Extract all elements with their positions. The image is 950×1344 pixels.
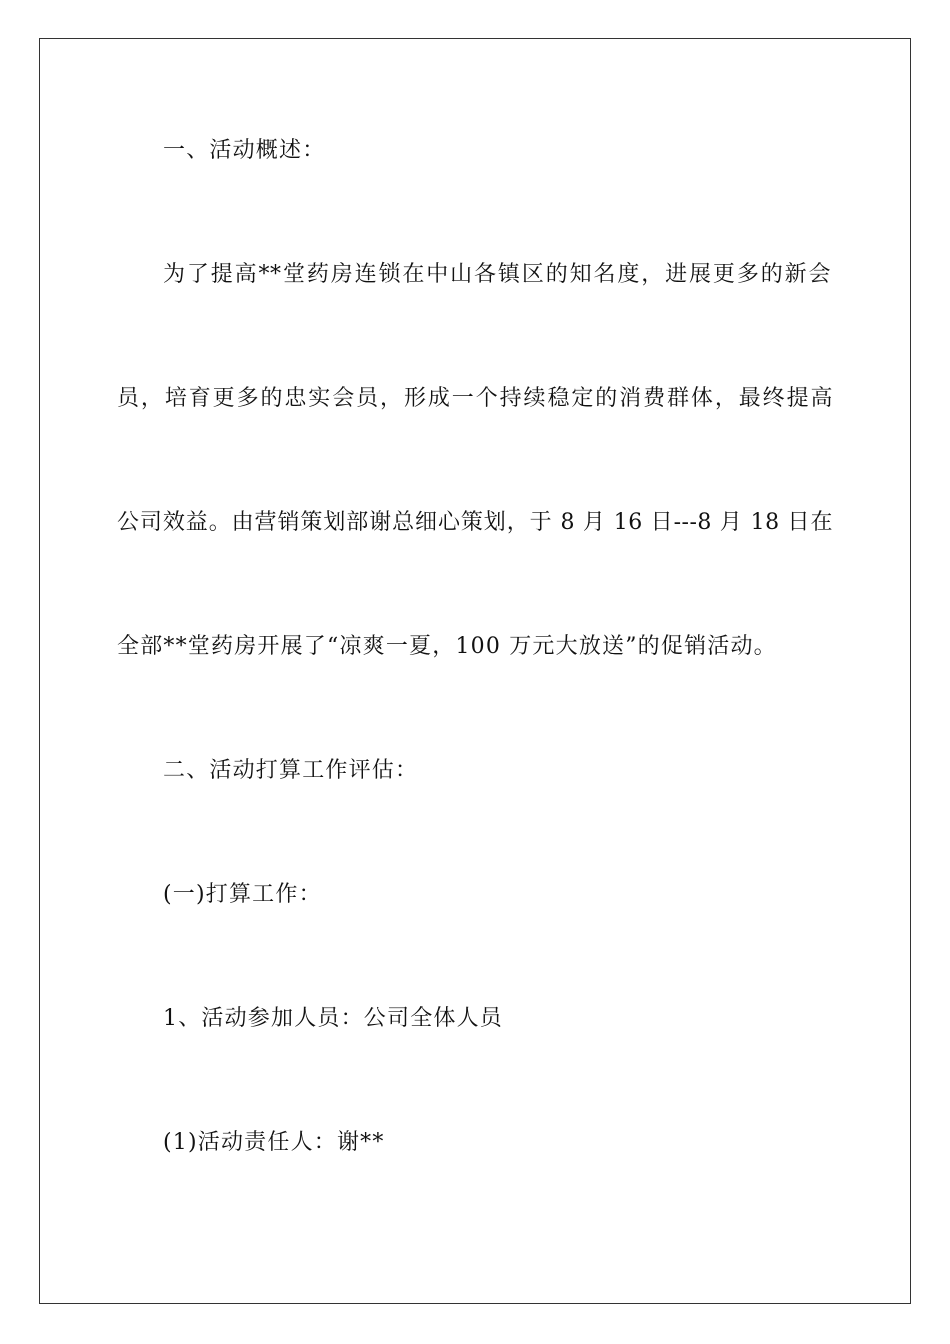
section-heading-preparation: 二、活动打算工作评估： xyxy=(163,758,419,783)
page-frame xyxy=(39,38,911,1304)
paragraph-line-3: 公司效益。由营销策划部谢总细心策划，于 8 月 16 日---8 月 18 日在 xyxy=(117,510,833,535)
paragraph-line-1: 为了提高**堂药房连锁在中山各镇区的知名度，进展更多的新会 xyxy=(163,262,831,287)
subheading-preparation-work: (一)打算工作： xyxy=(163,882,322,907)
list-item-participants: 1、活动参加人员：公司全体人员 xyxy=(163,1006,503,1031)
paragraph-line-2: 员，培育更多的忠实会员，形成一个持续稳定的消费群体，最终提高 xyxy=(117,386,833,411)
list-subitem-responsible: (1)活动责任人：谢** xyxy=(163,1130,385,1155)
paragraph-line-4: 全部**堂药房开展了“凉爽一夏，100 万元大放送”的促销活动。 xyxy=(117,634,777,659)
section-heading-overview: 一、活动概述： xyxy=(163,138,326,163)
